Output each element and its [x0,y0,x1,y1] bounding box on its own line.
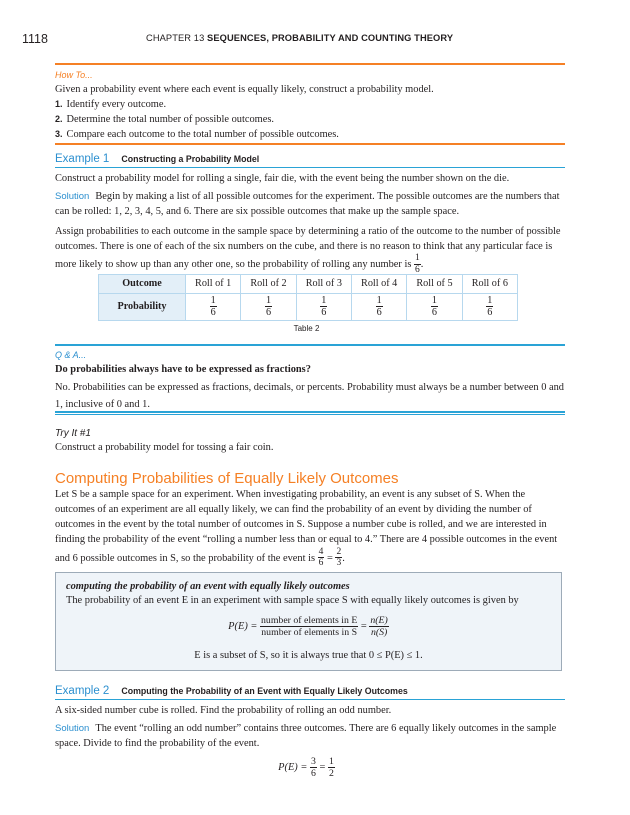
fraction [318,548,325,569]
example2-label: Example 2 [55,685,110,697]
fraction-numerator: number of elements in E [261,615,358,626]
chapter-title: SEQUENCES, PROBABILITY AND COUNTING THEORY [207,33,454,43]
fraction [431,296,438,318]
paragraph-text: Assign probabilities to each outcome in the sample space by determining a ratio of the outcome to the number of possible outcomes. There is one of each of the six numbers on the cube, and there is no reason to think that any particular face is more likely to show up than any other one, so the probability of rolling any number is [55,226,561,271]
fraction [320,296,327,318]
page-number: 1118 [22,32,48,46]
fraction-denominator: 6 [318,558,324,568]
fraction-numerator: 1 [328,756,334,767]
fraction-numerator: 2 [336,546,342,557]
running-head [146,32,453,45]
section-paragraph: Let S be a sample space for an experiment. When investigating probability, an event is any subset of S. When the outcomes of an experiment are all equally likely, we can find the probability of an event by dividing the number of outcomes in the event by the total number of outcomes in S. Suppose a number cube is rolled, and we are interested in finding the probability of the event “rolling a number less than or equal to 4.” There are 4 possible outcomes in the event and 6 possible outcomes in S, so the probability of the event is [55,489,558,564]
fraction-denominator: 6 [487,307,493,318]
definition-box [55,572,562,671]
list-item [55,127,565,142]
fraction-denominator: n(S) [370,626,388,638]
definition-note: E is a subset of S, so it is always true that 0 ≤ P(E) ≤ 1. [194,650,423,661]
fraction [260,616,358,638]
qa-body [55,362,565,413]
example2-body [55,703,565,751]
fraction [265,296,272,318]
qa-bottom-rule [55,411,565,413]
example1-title: Constructing a Probability Model [121,154,260,164]
table-cell [462,294,517,321]
section-body: Let S be a sample space for an experiment. When investigating probability, an event is any subset of S. When the outcomes of an experiment are all equally likely, we can find the probability of an event by dividing the number of outcomes in the event by the total number of outcomes in S. Suppose a number cube is rolled, and we are interested in finding the probability of the event “rolling a number less than or equal to 4.” There are 4 possible outcomes in the event and 6 possible outcomes in S, so the probability of the event is $\frac{4}{6}$ = $\frac{2}{3}$ . [55,489,558,568]
step-text: Identify every outcome. [66,99,167,111]
example2-formula: P(E) = $\frac{3}{6}$ = $\frac{1}{2}$ [278,756,334,779]
fraction-denominator: 2 [328,767,334,779]
fraction-denominator: 3 [336,558,342,568]
how-to-bottom-rule [55,143,565,145]
qa-bottom-rule-thin [55,414,565,415]
fraction-denominator: 6 [265,307,272,318]
solution-label: Solution [55,191,90,203]
how-to-top-rule [55,63,565,65]
example1-label: Example 1 [55,153,110,165]
fraction-numerator: 1 [265,294,272,306]
fraction [328,757,335,779]
table-cell [407,294,462,321]
table-cell [351,294,406,321]
step-text: Determine the total number of possible outcomes. [66,114,274,126]
table-caption: Table 2 [293,324,320,333]
table-row [99,294,518,321]
fraction-denominator: 6 [210,307,216,318]
fraction-denominator: number of elements in S [261,626,358,638]
fraction-numerator: 1 [415,253,420,264]
table-row-header: Probability [99,294,186,321]
table-cell [296,294,351,321]
example1-paragraph: Assign probabilities to each outcome in the sample space by determining a ratio of the outcome to the number of possible outcomes. There is one of each of the six numbers on the cube, and there is no reason to think that any particular face is more likely to show up than any other one, so the probability of rolling any number is $\frac{1}{6}$ . [55,226,561,275]
definition-text: The probability of an event E in an experiment with sample space S with equally likely outcomes is given by [66,595,519,606]
try-it-text: Construct a probability model for tossing a fair coin. [55,442,274,453]
step-number: 1. [55,99,63,110]
qa-question: Do probabilities always have to be expressed as fractions? [55,364,311,375]
fraction-numerator: 1 [431,294,438,306]
table-row [99,275,518,294]
example2-solution [55,721,565,751]
qa-top-rule [55,344,565,346]
how-to-steps [55,97,565,142]
formula-lhs: P(E) = [278,762,308,774]
fraction [414,254,421,275]
table-cell [241,294,296,321]
step-text: Compare each outcome to the total number of possible outcomes. [66,129,339,141]
fraction-numerator: 1 [376,294,382,306]
fraction-denominator: 6 [321,307,327,318]
table-cell: Roll of 5 [407,275,462,294]
fraction-denominator: 6 [376,307,382,318]
solution-text: The event “rolling an odd number” contains three outcomes. There are 6 equally likely outcomes in the sample space. Divide to find the probability of the event. [55,723,557,750]
qa-heading: Q & A... [55,350,87,360]
fraction-denominator: 6 [310,767,316,779]
table-row-header: Outcome [99,275,186,294]
qa-answer: No. Probabilities can be expressed as fractions, decimals, or percents. Probability must always be a number between 0 and 1, inclusive of 0 and 1. [55,382,564,410]
fraction-numerator: 1 [321,294,327,306]
formula-lhs: P(E) = [228,621,258,633]
step-number: 3. [55,129,63,140]
fraction-denominator: 6 [415,264,420,275]
example1-rule [55,167,565,168]
example1-heading [55,151,259,168]
fraction-numerator: 4 [318,546,324,557]
fraction-numerator: n(E) [370,615,388,626]
definition-formula: P(E) = $\frac{\text{number of elements in E}}{\text{number of elements in S}}$ = $\frac{n(E)}{n(S)}$ [228,615,388,638]
fraction [310,757,317,779]
fraction [486,296,493,318]
table-cell: Roll of 4 [351,275,406,294]
example2-problem: A six-sided number cube is rolled. Find the probability of rolling an odd number. [55,705,392,716]
fraction [369,616,388,638]
how-to-body [55,82,565,142]
definition-title: computing the probability of an event with equally likely outcomes [66,581,350,592]
fraction-denominator: 6 [431,307,438,318]
table-cell [186,294,241,321]
fraction [376,296,383,318]
example2-title: Computing the Probability of an Event with Equally Likely Outcomes [121,686,408,696]
fraction-numerator: 1 [487,294,493,306]
table-cell: Roll of 2 [241,275,296,294]
section-heading: Computing Probabilities of Equally Likely Outcomes [55,470,399,487]
chapter-label: CHAPTER 13 [146,33,205,43]
list-item [55,97,565,112]
example1-solution [55,189,565,219]
fraction [335,548,342,569]
how-to-heading: How To... [55,70,93,80]
how-to-intro: Given a probability event where each event is equally likely, construct a probability model. [55,84,434,95]
probability-table [98,274,518,321]
fraction-numerator: 3 [310,756,316,767]
table-cell: Roll of 1 [186,275,241,294]
example1-problem: Construct a probability model for rolling a single, fair die, with the event being the number shown on the die. [55,173,510,184]
table-cell: Roll of 3 [296,275,351,294]
table-cell: Roll of 6 [462,275,517,294]
fraction-numerator: 1 [210,294,216,306]
solution-label: Solution [55,723,90,735]
list-item [55,112,565,127]
try-it-heading: Try It #1 [55,428,91,439]
solution-text: Begin by making a list of all possible outcomes for the experiment. The possible outcomes are the numbers that can be rolled: 1, 2, 3, 4, 5, and 6. There are six possible outcomes that make up the sample space. [55,191,560,218]
example2-heading [55,683,408,700]
example2-rule [55,699,565,700]
fraction [210,296,217,318]
example1-body [55,171,565,275]
step-number: 2. [55,114,63,125]
